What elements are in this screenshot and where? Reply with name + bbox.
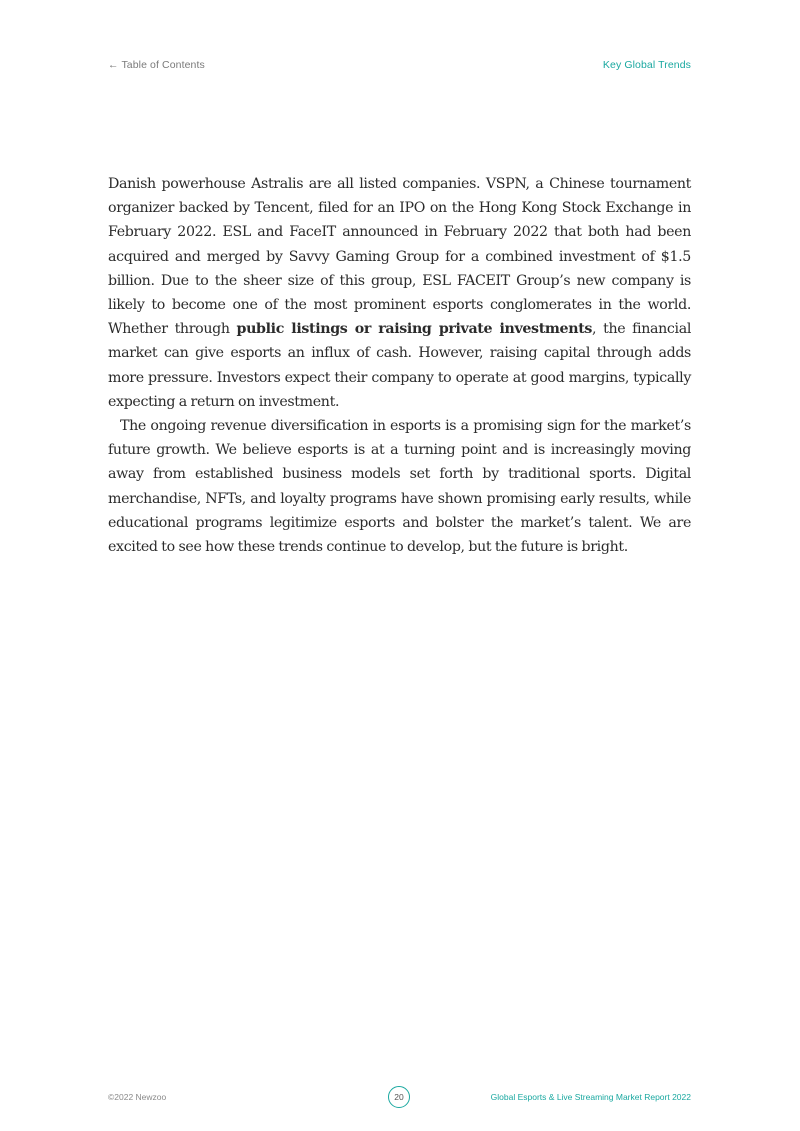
report-title: Global Esports & Live Streaming Market Report 2022 [490, 1092, 691, 1102]
paragraph-1-text-b: , the financial market can give esports an influx of cash. However, raising capital through adds more pressure. Investors expect their company to operate at good margins, typically expecting a return on investment. [108, 321, 692, 410]
paragraph-1-text-a: Danish powerhouse Astralis are all listed companies. VSPN, a Chinese tournament organizer backed by Tencent, filed for an IPO on the Hong Kong Stock Exchange in February 2022. ESL and FaceIT announced in February 2022 that both had been acquired and merged by Savvy Gaming Group for a combined investment of $1.5 billion. Due to the sheer size of this group, ESL FACEIT Group’s new company is likely to become one of the most prominent esports conglomerates in the world. Whether through [108, 176, 691, 338]
table-of-contents-link[interactable] [108, 59, 205, 71]
section-title: Key Global Trends [602, 59, 691, 71]
article-body [108, 172, 691, 559]
back-arrow-icon: ← [108, 59, 119, 71]
copyright: ©2022 Newzoo [108, 1092, 167, 1102]
table-of-contents-label: Table of Contents [121, 59, 205, 71]
paragraph-2: The ongoing revenue diversification in esports is a promising sign for the market’s future growth. We believe esports is at a turning point and is increasingly moving away from established business models set forth by traditional sports. Digital merchandise, NFTs, and loyalty programs have shown promising early results, while educational programs legitimize esports and bolster the market’s talent. We are excited to see how these trends continue to develop, but the future is bright. [108, 418, 691, 556]
page-number: 20 [394, 1092, 404, 1102]
paragraph-1 [108, 172, 691, 414]
page-number-badge [388, 1086, 410, 1108]
paragraph-1-emphasis: public listings or raising private investments [236, 321, 593, 338]
